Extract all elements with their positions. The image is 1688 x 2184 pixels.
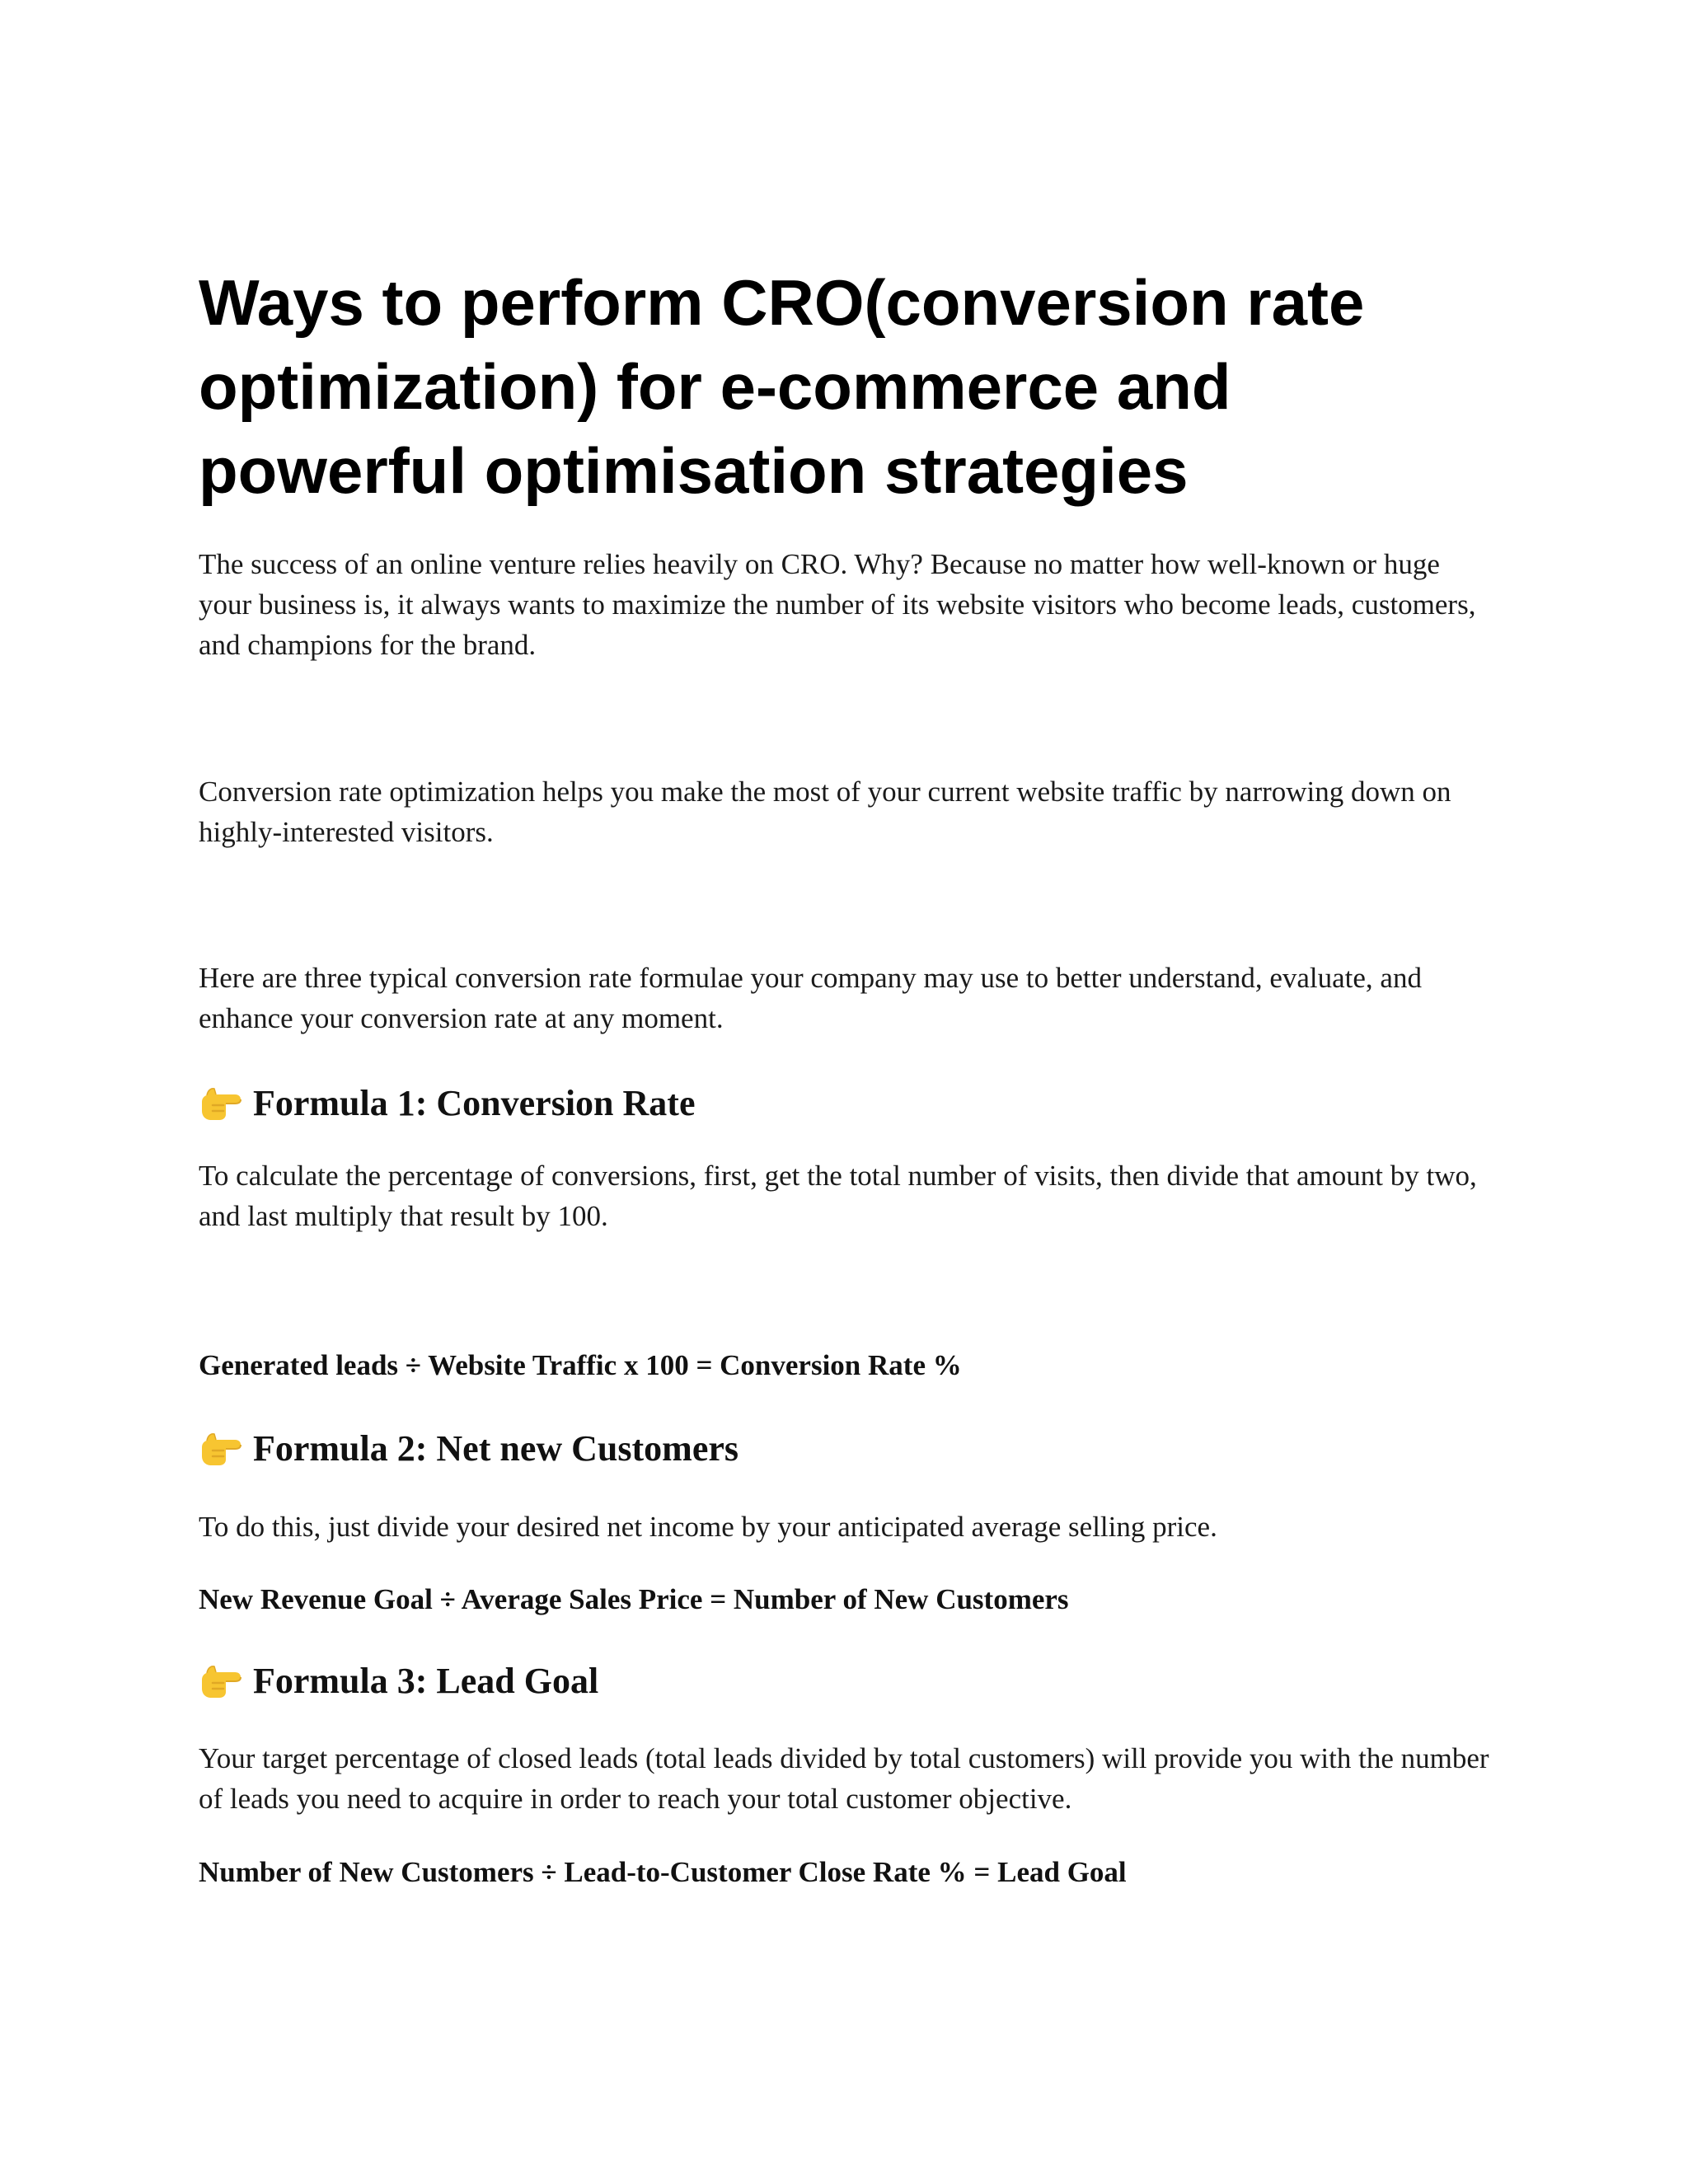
formula-2-description: To do this, just divide your desired net income by your anticipated average selling price. bbox=[199, 1511, 1217, 1543]
formula-1-heading-text: Formula 1: Conversion Rate bbox=[253, 1083, 696, 1123]
formula-1-description: To calculate the percentage of conversions, first, get the total number of visits, then divide that amount by two, and last multiply that result by 100. bbox=[199, 1160, 1477, 1232]
formula-1-equation: Generated leads ÷ Website Traffic x 100 = Conversion Rate % bbox=[199, 1349, 962, 1381]
pointing-hand-icon bbox=[199, 1663, 243, 1699]
formula-2-heading bbox=[199, 1426, 1493, 1472]
page-title: Ways to perform CRO(conversion rate optimization) for e-commerce and powerful optimisation strategies bbox=[199, 266, 1365, 507]
formula-2-equation: New Revenue Goal ÷ Average Sales Price = Number of New Customers bbox=[199, 1583, 1069, 1615]
formula-3-description: Your target percentage of closed leads (total leads divided by total customers) will provide you with the number of leads you need to acquire in order to reach your total customer objective. bbox=[199, 1742, 1489, 1815]
formula-2-heading-text: Formula 2: Net new Customers bbox=[253, 1428, 738, 1469]
intro-paragraph: The success of an online venture relies heavily on CRO. Why? Because no matter how well-known or huge your business is, it always wants to maximize the number of its website visitors who become leads, customers, and champions for the brand. bbox=[199, 548, 1476, 661]
pointing-hand-icon bbox=[199, 1431, 243, 1467]
formula-3-equation: Number of New Customers ÷ Lead-to-Customer Close Rate % = Lead Goal bbox=[199, 1856, 1127, 1888]
paragraph-traffic: Conversion rate optimization helps you make the most of your current website traffic by narrowing down on highly-interested visitors. bbox=[199, 776, 1451, 848]
formula-1-heading bbox=[199, 1080, 1493, 1127]
paragraph-formulae-intro: Here are three typical conversion rate formulae your company may use to better understand, evaluate, and enhance your conversion rate at any moment. bbox=[199, 962, 1422, 1034]
formula-3-heading-text: Formula 3: Lead Goal bbox=[253, 1661, 599, 1701]
formula-3-heading bbox=[199, 1658, 1493, 1704]
pointing-hand-icon bbox=[199, 1085, 243, 1122]
